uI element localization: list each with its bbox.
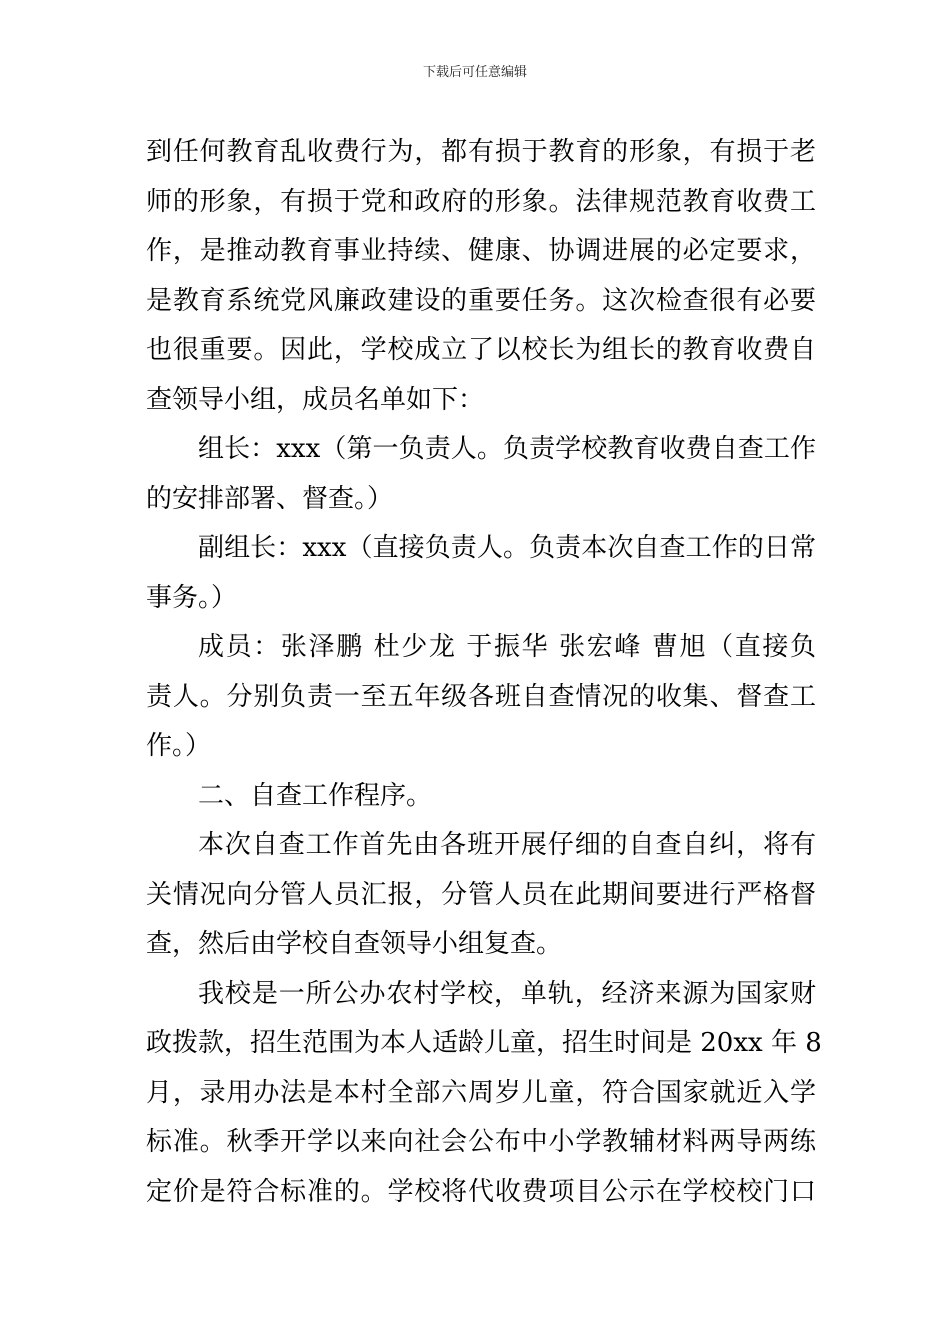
text-line: 月，录用办法是本村全部六周岁儿童，符合国家就近入学 [146,1077,816,1108]
paragraph-team-leader [146,425,816,524]
section-heading [146,772,816,822]
text-line: 定价是符合标准的。学校将代收费项目公示在学校校门口 [146,1176,816,1207]
text-line: 本次自查工作首先由各班开展仔细的自查自纠，将有 [198,830,816,860]
text-line: 政拨款，招生范围为本人适龄儿童，招生时间是 20xx 年 8 [146,1028,822,1058]
paragraph-deputy-leader [146,524,816,623]
text-line: 查，然后由学校自查领导小组复查。 [146,929,563,959]
text-line: 查领导小组，成员名单如下： [146,384,485,415]
text-line: 责人。分别负责一至五年级各班自查情况的收集、督查工 [146,681,816,712]
document-body [146,128,822,1217]
text-line: 副组长：xxx（直接负责人。负责本次自查工作的日常 [198,533,816,563]
page-header: 下载后可任意编辑 [422,65,527,80]
text-line: 我校是一所公办农村学校，单轨，经济来源为国家财 [198,978,816,1009]
text-line: 到任何教育乱收费行为，都有损于教育的形象，有损于老 [146,137,816,167]
text-line: 关情况向分管人员汇报，分管人员在此期间要进行严格督 [146,879,816,910]
text-line: 事务。） [146,582,238,613]
paragraph-school-info [146,970,822,1218]
text-line: 二、自查工作程序。 [198,780,433,811]
text-line: 师的形象，有损于党和政府的形象。法律规范教育收费工 [146,186,816,217]
text-line: 标准。秋季开学以来向社会公布中小学教辅材料两导两练 [146,1127,816,1157]
text-line: 也很重要。因此，学校成立了以校长为组长的教育收费自 [146,335,816,365]
paragraph-members [146,623,816,772]
text-line: 是教育系统党风廉政建设的重要任务。这次检查很有必要 [146,285,816,316]
paragraph-1 [146,128,816,425]
text-line: 的安排部署、督查。） [146,483,394,514]
text-line: 组长：xxx（第一负责人。负责学校教育收费自查工作 [198,434,816,464]
text-line: 成员：张泽鹏 杜少龙 于振华 张宏峰 曹旭（直接负 [198,632,816,662]
text-line: 作，是推动教育事业持续、健康、协调进展的必定要求， [146,236,816,266]
paragraph-procedure [146,821,816,970]
text-line: 作。） [146,731,212,761]
